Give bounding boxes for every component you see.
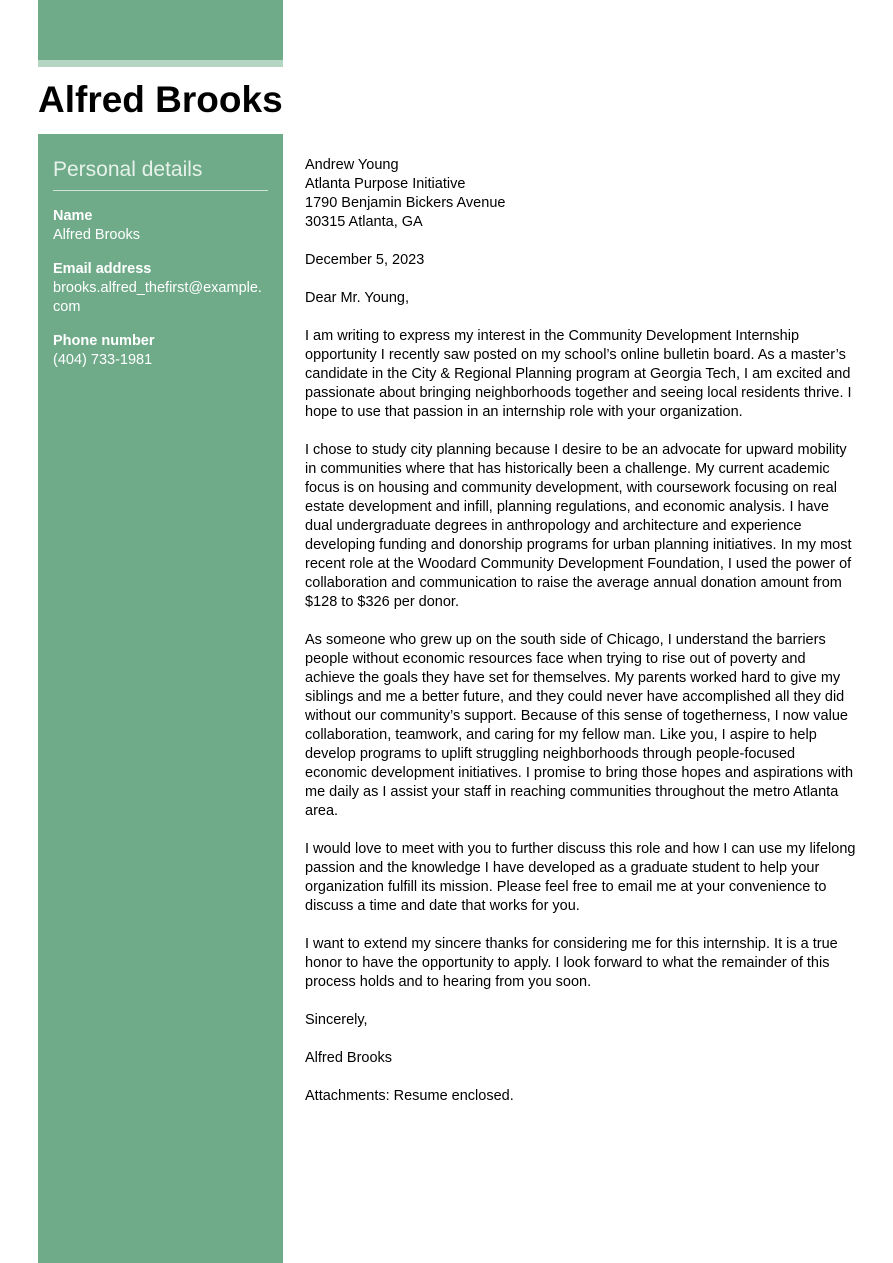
- letter-paragraph: I chose to study city planning because I desire to be an advocate for upward mobility in communities where that has historically been a challenge. My current academic focus is on housing and community development, with coursework focusing on real estate development and infill, planning regulations, and economic analysis. I have dual undergraduate degrees in anthropology and architecture and experience developing funding and donorship programs for urban planning initiatives. In my most recent role at the Woodard Community Development Foundation, I used the power of collaboration and communication to raise the average annual donation amount from $128 to $326 per donor.: [305, 442, 852, 610]
- recipient-organization: Atlanta Purpose Initiative: [305, 176, 466, 192]
- detail-label: Phone number: [53, 333, 155, 349]
- cover-letter-body: [305, 156, 857, 1125]
- letter-paragraph: As someone who grew up on the south side of Chicago, I understand the barriers people without economic resources face when trying to rise out of poverty and achieve the goals they have set for themselves. My parents worked hard to give my siblings and me a better future, and they could never have accomplished all they did without our community’s support. Because of this sense of togetherness, I now value collaboration, teamwork, and caring for my fellow man. Like you, I aspire to help develop programs to uplift struggling neighborhoods through people-focused economic development initiatives. I promise to bring those hopes and aspirations with me daily as I assist your staff in reaching communities throughout the metro Atlanta area.: [305, 632, 854, 819]
- recipient-street: 1790 Benjamin Bickers Avenue: [305, 195, 506, 211]
- phone-value: (404) 733-1981: [53, 352, 153, 368]
- detail-label: Email address: [53, 261, 152, 277]
- email-value[interactable]: brooks.alfred_thefirst@example.com: [53, 280, 262, 315]
- header-accent-block: [38, 0, 283, 60]
- letter-date: December 5, 2023: [305, 252, 425, 268]
- applicant-name-title: Alfred Brooks: [38, 79, 283, 120]
- letter-paragraph: I want to extend my sincere thanks for considering me for this internship. It is a true honor to have the opportunity to apply. I look forward to what the remainder of this process holds and to hearing from you soon.: [305, 936, 838, 990]
- letter-closing: Sincerely,: [305, 1012, 368, 1028]
- personal-details-heading: Personal details: [53, 156, 268, 191]
- letter-paragraph: I would love to meet with you to further discuss this role and how I can use my lifelong passion and the knowledge I have developed as a graduate student to help your organization fulfill its mission. Please feel free to email me at your convenience to discuss a time and date that works for you.: [305, 841, 856, 914]
- letter-signature: Alfred Brooks: [305, 1050, 393, 1066]
- detail-name: [53, 207, 268, 245]
- letter-paragraph: I am writing to express my interest in the Community Development Internship opportunity I recently saw posted on my school’s online bulletin board. As a master’s candidate in the City & Regional Planning program at Georgia Tech, I am excited and passionate about bringing neighborhoods together and seeing local residents thrive. I hope to use that passion in an internship role with your organization.: [305, 328, 852, 420]
- recipient-name: Andrew Young: [305, 157, 399, 173]
- detail-label: Name: [53, 208, 93, 224]
- header-accent-stripe: [38, 60, 283, 67]
- letter-attachments: Attachments: Resume enclosed.: [305, 1088, 514, 1104]
- personal-details-sidebar: [38, 134, 283, 1263]
- letter-salutation: Dear Mr. Young,: [305, 290, 409, 306]
- detail-email: [53, 260, 268, 317]
- recipient-address-block: [305, 156, 857, 232]
- detail-phone: [53, 332, 268, 370]
- detail-value: Alfred Brooks: [53, 227, 141, 243]
- recipient-city: 30315 Atlanta, GA: [305, 214, 423, 230]
